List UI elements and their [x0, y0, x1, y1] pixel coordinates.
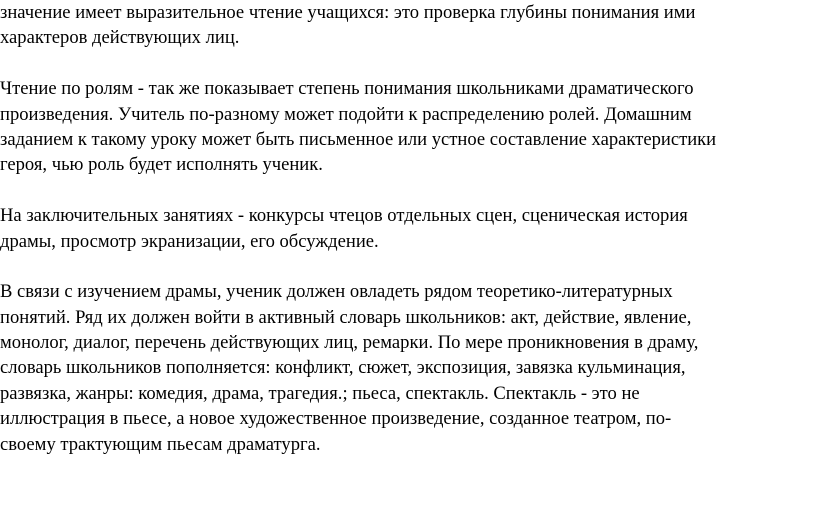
text-line: На заключительных занятиях - конкурсы чтецов отдельных сцен, сценическая история	[0, 205, 688, 227]
paragraph-role-reading	[0, 76, 816, 178]
paragraph-reading-significance	[0, 0, 816, 51]
paragraph-literary-concepts	[0, 279, 816, 457]
text-line: понятий. Ряд их должен войти в активный словарь школьников: акт, действие, явление,	[0, 306, 692, 328]
text-line: своему трактующим пьесам драматурга.	[0, 433, 321, 455]
text-line: произведения. Учитель по-разному может подойти к распределению ролей. Домашним	[0, 103, 692, 125]
text-line: словарь школьников пополняется: конфликт, сюжет, экспозиция, завязка кульминация,	[0, 357, 686, 379]
text-line: заданием к такому уроку может быть письменное или устное составление характеристики	[0, 128, 717, 150]
text-line: характеров действующих лиц.	[0, 27, 240, 49]
text-line: развязка, жанры: комедия, драма, трагедия.; пьеса, спектакль. Спектакль - это не	[0, 382, 640, 404]
text-line: героя, чью роль будет исполнять ученик.	[0, 154, 323, 176]
text-line: иллюстрация в пьесе, а новое художественное произведение, созданное театром, по-	[0, 408, 672, 430]
text-line: В связи с изучением драмы, ученик должен овладеть рядом теоретико-литературных	[0, 281, 673, 303]
text-line: Чтение по ролям - так же показывает степень понимания школьниками драматического	[0, 78, 694, 100]
text-line: драмы, просмотр экранизации, его обсуждение.	[0, 230, 379, 252]
text-line: монолог, диалог, перечень действующих лиц, ремарки. По мере проникновения в драму,	[0, 332, 699, 354]
text-line: значение имеет выразительное чтение учащихся: это проверка глубины понимания ими	[0, 2, 696, 23]
paragraph-final-lessons	[0, 203, 816, 254]
